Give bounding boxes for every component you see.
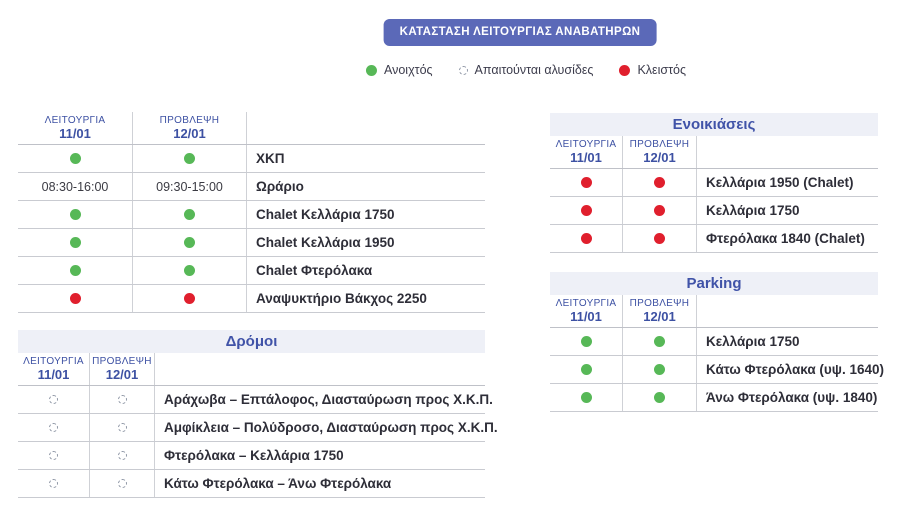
column-header-label: ΛΕΙΤΟΥΡΓΙΑ	[23, 356, 84, 367]
row-label: ΧΚΠ	[256, 151, 285, 166]
column-header-date: 12/01	[173, 126, 206, 141]
column-header-date: 11/01	[37, 367, 70, 382]
table-row	[18, 201, 485, 229]
chains-status-icon	[49, 395, 58, 404]
row-label: Κελλάρια 1750	[706, 203, 800, 218]
operation-status-cell	[18, 386, 90, 413]
column-header-date: 12/01	[105, 367, 139, 382]
forecast-status-cell	[133, 229, 247, 256]
legend	[366, 63, 686, 77]
row-label: Chalet Φτερόλακα	[256, 263, 373, 278]
column-header-date: 11/01	[59, 126, 91, 141]
closed-status-icon	[581, 177, 592, 188]
operation-status-cell	[18, 145, 133, 172]
table-row	[18, 470, 485, 498]
table-row	[550, 169, 878, 197]
legend-closed-label: Κλειστός	[637, 63, 687, 77]
row-label: Κάτω Φτερόλακα (υψ. 1640)	[706, 362, 884, 377]
operation-status-cell	[18, 442, 90, 469]
open-status-icon	[581, 336, 592, 347]
open-status-icon	[581, 364, 592, 375]
column-header-forecast	[623, 295, 697, 327]
column-header-date: 11/01	[570, 150, 602, 165]
forecast-status-cell	[623, 197, 697, 224]
row-label: Κελλάρια 1750	[706, 334, 800, 349]
operation-status-cell	[18, 173, 133, 200]
operation-status-cell	[550, 197, 623, 224]
column-header-spacer	[697, 295, 878, 327]
chains-status-icon	[118, 479, 127, 488]
section-title: Ενοικιάσεις	[550, 113, 878, 136]
parking-status-table	[550, 272, 884, 412]
forecast-status-cell	[90, 470, 155, 497]
open-status-icon	[581, 392, 592, 403]
forecast-status-cell	[133, 201, 247, 228]
open-status-icon	[366, 65, 377, 76]
legend-open-label: Ανοιχτός	[383, 63, 433, 77]
column-header-label: ΛΕΙΤΟΥΡΓΙΑ	[44, 115, 106, 126]
row-label: Φτερόλακα – Κελλάρια 1750	[164, 448, 344, 463]
operation-status-cell	[18, 201, 133, 228]
table-row	[550, 197, 878, 225]
table-row	[18, 229, 485, 257]
closed-status-icon	[581, 233, 592, 244]
closed-status-icon	[184, 293, 195, 304]
open-status-icon	[184, 265, 195, 276]
open-status-icon	[70, 237, 81, 248]
forecast-status-cell	[133, 173, 247, 200]
table-row	[550, 328, 878, 356]
open-status-icon	[184, 237, 195, 248]
status-title-button[interactable]: ΚΑΤΑΣΤΑΣΗ ΛΕΙΤΟΥΡΓΙΑΣ ΑΝΑΒΑΤΗΡΩΝ	[384, 19, 657, 46]
column-header-label: ΠΡΟΒΛΕΨΗ	[92, 356, 152, 367]
operation-status-cell	[550, 356, 623, 383]
column-header-date: 12/01	[643, 309, 676, 324]
column-header-row	[550, 295, 878, 328]
table-row	[18, 257, 485, 285]
forecast-status-cell	[623, 169, 697, 196]
column-header-operation	[550, 136, 623, 168]
legend-chains-label: Απαιτούνται αλυσίδες	[474, 63, 594, 77]
facilities-status-table	[18, 112, 485, 313]
operation-status-cell	[18, 470, 90, 497]
operation-status-cell	[18, 257, 133, 284]
column-header-label: ΠΡΟΒΛΕΨΗ	[629, 298, 690, 309]
forecast-status-cell	[133, 145, 247, 172]
forecast-status-cell	[623, 384, 697, 411]
section-title: Parking	[550, 272, 878, 295]
operation-status-cell	[550, 328, 623, 355]
schedule-time: 09:30-15:00	[156, 179, 223, 194]
column-header-spacer	[247, 112, 485, 144]
row-label: Άνω Φτερόλακα (υψ. 1840)	[706, 390, 878, 405]
operation-status-cell	[18, 229, 133, 256]
open-status-icon	[654, 392, 665, 403]
column-header-label: ΛΕΙΤΟΥΡΓΙΑ	[555, 139, 617, 150]
column-header-date: 12/01	[643, 150, 676, 165]
closed-status-icon	[70, 293, 81, 304]
column-header-forecast	[623, 136, 697, 168]
column-header-operation	[550, 295, 623, 327]
table-row	[18, 145, 485, 173]
row-label: Αμφίκλεια – Πολύδροσο, Διασταύρωση προς Χ.Κ.Π.	[164, 420, 498, 435]
table-row	[18, 285, 485, 313]
row-label: Φτερόλακα 1840 (Chalet)	[706, 231, 865, 246]
operation-status-cell	[550, 225, 623, 252]
legend-item-chains	[459, 63, 594, 77]
row-label: Αράχωβα – Επτάλοφος, Διασταύρωση προς Χ.Κ.Π.	[164, 392, 493, 407]
operation-status-cell	[550, 169, 623, 196]
chains-status-icon	[49, 423, 58, 432]
chains-status-icon	[118, 395, 127, 404]
roads-status-table	[18, 330, 498, 498]
column-header-row	[550, 136, 878, 169]
legend-item-open	[366, 63, 433, 77]
chains-status-icon	[49, 451, 58, 460]
chains-status-icon	[459, 66, 468, 75]
forecast-status-cell	[623, 328, 697, 355]
forecast-status-cell	[133, 257, 247, 284]
forecast-status-cell	[623, 225, 697, 252]
column-header-label: ΠΡΟΒΛΕΨΗ	[629, 139, 690, 150]
rentals-status-table	[550, 113, 878, 253]
forecast-status-cell	[90, 414, 155, 441]
legend-item-closed	[619, 63, 686, 77]
row-label: Ωράριο	[256, 179, 304, 194]
table-row	[18, 173, 485, 201]
table-row	[550, 356, 884, 384]
column-header-operation	[18, 112, 133, 144]
column-header-label: ΠΡΟΒΛΕΨΗ	[159, 115, 220, 126]
column-header-operation	[18, 353, 90, 385]
open-status-icon	[184, 153, 195, 164]
column-header-forecast	[133, 112, 247, 144]
forecast-status-cell	[133, 285, 247, 312]
open-status-icon	[70, 153, 81, 164]
row-label: Chalet Κελλάρια 1950	[256, 235, 395, 250]
forecast-status-cell	[90, 442, 155, 469]
column-header-spacer	[697, 136, 878, 168]
column-header-spacer	[155, 353, 485, 385]
closed-status-icon	[654, 233, 665, 244]
row-label: Κελλάρια 1950 (Chalet)	[706, 175, 854, 190]
chains-status-icon	[118, 451, 127, 460]
operation-status-cell	[18, 414, 90, 441]
closed-status-icon	[654, 177, 665, 188]
closed-status-icon	[619, 65, 630, 76]
table-row	[18, 442, 485, 470]
closed-status-icon	[654, 205, 665, 216]
open-status-icon	[654, 336, 665, 347]
schedule-time: 08:30-16:00	[41, 179, 109, 194]
table-row	[550, 384, 878, 412]
open-status-icon	[184, 209, 195, 220]
chains-status-icon	[118, 423, 127, 432]
forecast-status-cell	[623, 356, 697, 383]
table-row	[18, 414, 498, 442]
open-status-icon	[654, 364, 665, 375]
operation-status-cell	[550, 384, 623, 411]
open-status-icon	[70, 265, 81, 276]
column-header-row	[18, 112, 485, 145]
column-header-label: ΛΕΙΤΟΥΡΓΙΑ	[555, 298, 617, 309]
section-title: Δρόμοι	[18, 330, 485, 353]
row-label: Αναψυκτήριο Βάκχος 2250	[256, 291, 427, 306]
operation-status-cell	[18, 285, 133, 312]
table-row	[550, 225, 878, 253]
table-row	[18, 386, 493, 414]
row-label: Chalet Κελλάρια 1750	[256, 207, 395, 222]
row-label: Κάτω Φτερόλακα – Άνω Φτερόλακα	[164, 476, 392, 491]
column-header-date: 11/01	[570, 309, 602, 324]
open-status-icon	[70, 209, 81, 220]
chains-status-icon	[49, 479, 58, 488]
column-header-row	[18, 353, 485, 386]
column-header-forecast	[90, 353, 155, 385]
forecast-status-cell	[90, 386, 155, 413]
closed-status-icon	[581, 205, 592, 216]
